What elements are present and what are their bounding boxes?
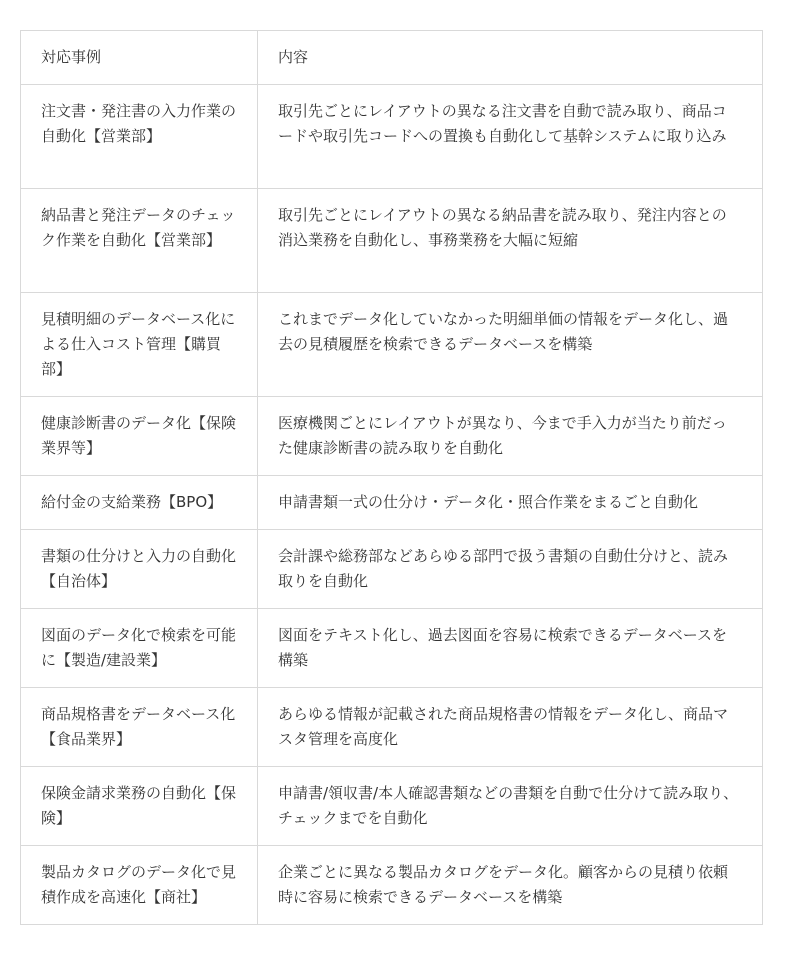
content-cell: 取引先ごとにレイアウトの異なる注文書を自動で読み取り、商品コードや取引先コードへの置換も自動化して基幹システムに取り込み [258,85,763,189]
case-cell: 書類の仕分けと入力の自動化【自治体】 [21,530,258,609]
case-table [20,30,763,925]
case-cell: 給付金の支給業務【BPO】 [21,476,258,530]
content-cell: 医療機関ごとにレイアウトが異なり、今まで手入力が当たり前だった健康診断書の読み取りを自動化 [258,397,763,476]
table-header-row [21,31,763,85]
table-row [21,688,763,767]
table-row [21,530,763,609]
case-cell: 健康診断書のデータ化【保険業界等】 [21,397,258,476]
table-row [21,189,763,293]
content-cell: あらゆる情報が記載された商品規格書の情報をデータ化し、商品マスタ管理を高度化 [258,688,763,767]
content-cell: 取引先ごとにレイアウトの異なる納品書を読み取り、発注内容との消込業務を自動化し、事務業務を大幅に短縮 [258,189,763,293]
content-cell: 図面をテキスト化し、過去図面を容易に検索できるデータベースを構築 [258,609,763,688]
column-header-case: 対応事例 [21,31,258,85]
case-cell: 見積明細のデータベース化による仕入コスト管理【購買部】 [21,293,258,397]
case-cell: 注文書・発注書の入力作業の自動化【営業部】 [21,85,258,189]
case-cell: 保険金請求業務の自動化【保険】 [21,767,258,846]
table-row [21,397,763,476]
column-header-content: 内容 [258,31,763,85]
table-row [21,476,763,530]
table-row [21,293,763,397]
content-cell: 会計課や総務部などあらゆる部門で扱う書類の自動仕分けと、読み取りを自動化 [258,530,763,609]
table-row [21,609,763,688]
table-row [21,767,763,846]
table-row [21,85,763,189]
content-cell: 申請書類一式の仕分け・データ化・照合作業をまるごと自動化 [258,476,763,530]
case-cell: 製品カタログのデータ化で見積作成を高速化【商社】 [21,846,258,925]
case-cell: 納品書と発注データのチェック作業を自動化【営業部】 [21,189,258,293]
content-cell: 企業ごとに異なる製品カタログをデータ化。顧客からの見積り依頼時に容易に検索できるデータベースを構築 [258,846,763,925]
case-cell: 図面のデータ化で検索を可能に【製造/建設業】 [21,609,258,688]
case-cell: 商品規格書をデータベース化【食品業界】 [21,688,258,767]
content-cell: これまでデータ化していなかった明細単価の情報をデータ化し、過去の見積履歴を検索できるデータベースを構築 [258,293,763,397]
content-cell: 申請書/領収書/本人確認書類などの書類を自動で仕分けて読み取り、チェックまでを自動化 [258,767,763,846]
table-row [21,846,763,925]
